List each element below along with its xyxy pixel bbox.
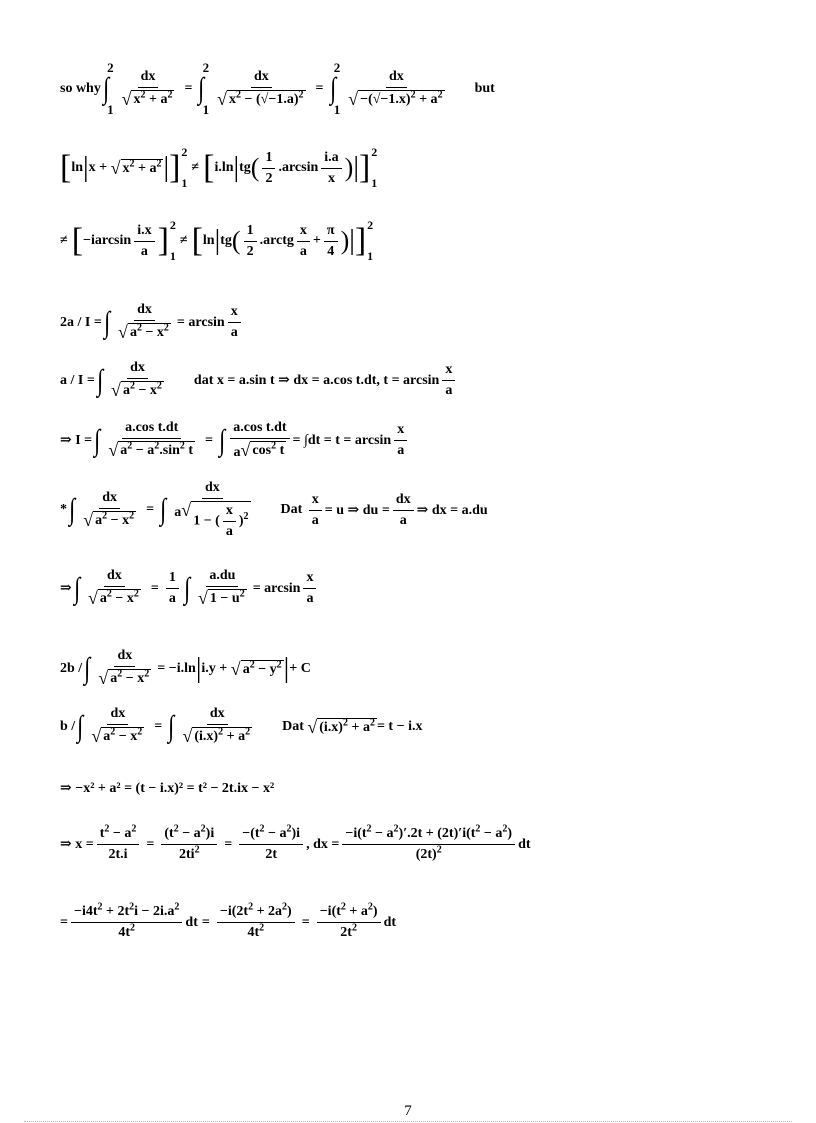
tg-text: tg: [239, 160, 251, 175]
expansion-text: ⇒ −x² + a² = (t − i.x)² = t² − 2t.ix − x²: [60, 781, 275, 796]
equation-line-2a: 2a / I = ∫ dx √ $a^2 - x^2$ = arcsin $\frac{x}{a}$: [60, 302, 244, 343]
equation-line-12: ⇒ x = $\frac{t^2 - a^2}{2t.i}$ = $\frac{(t^2 - a^2)i}{2ti^2}$ = $\frac{-(t^2 - a^2)i}{2t}$ , dx = $\frac{-i(t^2 - a^2)'.2t + (2t)'i(t^2 - a^2)}{(2t)^2}$ dt: [60, 823, 531, 862]
dt-text: dt: [518, 836, 531, 852]
lower-limit: 1: [333, 102, 341, 117]
equation-line-6: ⇒ I = ∫ a.cos t.dt √ $a^2 - a^2.\sin^2$ t = ∫ a.cos t.dt a √ $\cos^2 t$ = ∫dt = t = arcsin $\frac{x}{a}$: [60, 420, 410, 461]
numerator: dx: [207, 706, 228, 725]
numerator: dx: [104, 568, 125, 587]
text-so-why: so why: [60, 81, 101, 96]
result-text: = ∫dt = t = arcsin: [292, 432, 392, 448]
numerator: dx: [99, 490, 120, 509]
substitution-text: dat x = a.sin t ⇒ dx = a.cos t.dt, t = arcsin: [193, 373, 440, 388]
rhs-arcsin: = arcsin: [176, 314, 225, 330]
equation-line-13: = $\frac{-i4t^2 + 2t^2i - 2i.a^2}{4t^2}$ dt = $\frac{-i(2t^2 + 2a^2)}{4t^2}$ = $\frac{-i(t^2 + a^2)}{2t^2}$ dt: [60, 901, 397, 940]
footer-rule: [24, 1121, 792, 1122]
lower-bound: 1: [367, 249, 374, 263]
arcsin-text: arcsin: [281, 160, 319, 175]
upper-bound: 2: [169, 218, 176, 232]
label-2a: 2a / I =: [60, 314, 102, 330]
ln-text: ln: [71, 160, 84, 175]
upper-limit: 2: [107, 60, 114, 75]
dx-label: , dx =: [306, 836, 340, 852]
numerator: dx: [107, 706, 128, 725]
asterisk: *: [60, 502, 67, 517]
equation-line-2b: 2b / ∫ dx √ $a^2 - x^2$ = −i.ln | i.y + √ $a^2 - y^2$ | + C: [60, 648, 311, 688]
implies: ⇒: [60, 581, 72, 596]
text-but: but: [474, 81, 495, 96]
upper-limit: 2: [202, 60, 210, 75]
numerator: dx: [134, 302, 155, 321]
equation-line-a: a / I = ∫ dx √ $a^2 - x^2$ dat x = a.sin t ⇒ dx = a.cos t.dt, t = arcsin $\frac{x}{a}$: [60, 360, 458, 401]
numerator: dx: [127, 360, 148, 379]
numerator: dx: [138, 69, 159, 88]
equation-line-b: b / ∫ dx √ $a^2 - x^2$ = ∫ dx √ $(i.x)^2 + a^2$ Dat √ $(i.x)^2 + a^2$ = t − i.x: [60, 706, 423, 746]
constant-c: + C: [289, 660, 311, 676]
lower-limit: 1: [202, 102, 210, 117]
iln-text: i.ln: [214, 160, 234, 175]
upper-bound: 2: [181, 145, 188, 159]
lower-limit: 1: [107, 102, 114, 117]
label-2b: 2b /: [60, 660, 83, 676]
dat-text: Dat: [280, 502, 303, 517]
numerator: dx: [202, 480, 223, 499]
rhs-t-ix: = t − i.x: [376, 718, 423, 734]
implies-x: ⇒ x =: [60, 837, 94, 852]
equation-line-2: [ ln | x + √ $x^2 + a^2$ | ] 2 1 ≠ [ i.ln | tg ( $\frac{1}{2}$ . arcsin $\frac{i.a}{x}$ ) | ] 2 1: [60, 145, 378, 190]
ln-text: ln: [202, 233, 215, 248]
label-b: b /: [60, 718, 76, 734]
equation-line-11: [60, 780, 274, 797]
label-a: a / I =: [60, 372, 95, 388]
implies-I: ⇒ I =: [60, 433, 93, 448]
upper-bound: 2: [371, 145, 378, 159]
dt-text: dt: [383, 914, 397, 930]
numerator: dx: [114, 648, 135, 667]
rhs-iln: = −i.ln: [157, 660, 196, 676]
lower-bound: 1: [181, 176, 188, 190]
lower-bound: 1: [371, 176, 378, 190]
upper-bound: 2: [367, 218, 374, 232]
dx-text: ⇒ dx = a.du: [416, 502, 488, 518]
numerator: dx: [251, 69, 272, 88]
numerator: dx: [393, 492, 414, 511]
numerator: dx: [386, 69, 407, 88]
equation-line-1: so why ∫ 2 1 dx √ $x^2 + a^2$ = ∫ 2 1 dx √ $x^2 - (√-1.a)^2$ = ∫ 2 1 dx √ $-(√-1.x)^2 + a^2$ but: [60, 60, 495, 117]
equation-line-3: ≠ [ −iarcsin $\frac{i.x}{a}$ ] 2 1 ≠ [ ln | tg ( $\frac{1}{2}$ . arctg $\frac{x}{a}$ + $\frac{\pi}{4}$ ) | ] 2 1: [60, 218, 374, 263]
dt-text: dt: [185, 914, 198, 930]
iy-text: i.y +: [201, 660, 228, 676]
page-number: 7: [404, 1103, 412, 1119]
equation-line-8: ⇒ ∫ dx √ $a^2 - x^2$ = $\frac{1}{a}$ ∫ a.du √ $1 - u^2$ = arcsin $\frac{x}{a}$: [60, 568, 319, 609]
arctg-text: arctg: [263, 233, 294, 248]
dat-text: Dat: [282, 718, 304, 734]
u-text: = u ⇒ du =: [324, 502, 390, 518]
iarcsin-text: −iarcsin: [83, 233, 132, 248]
lower-bound: 1: [169, 249, 176, 263]
tg-text: tg: [220, 233, 232, 248]
upper-limit: 2: [333, 60, 341, 75]
rhs-arcsin: = arcsin: [252, 580, 301, 596]
equation-line-7: * ∫ dx √ $a^2 - x^2$ = ∫ dx a √ 1 − ( $\frac{x}{a}$ )$^2$ Dat $\frac{x}{a}$ = u ⇒ du = $\frac{dx}{a}$ ⇒ dx = a.du: [60, 480, 488, 539]
